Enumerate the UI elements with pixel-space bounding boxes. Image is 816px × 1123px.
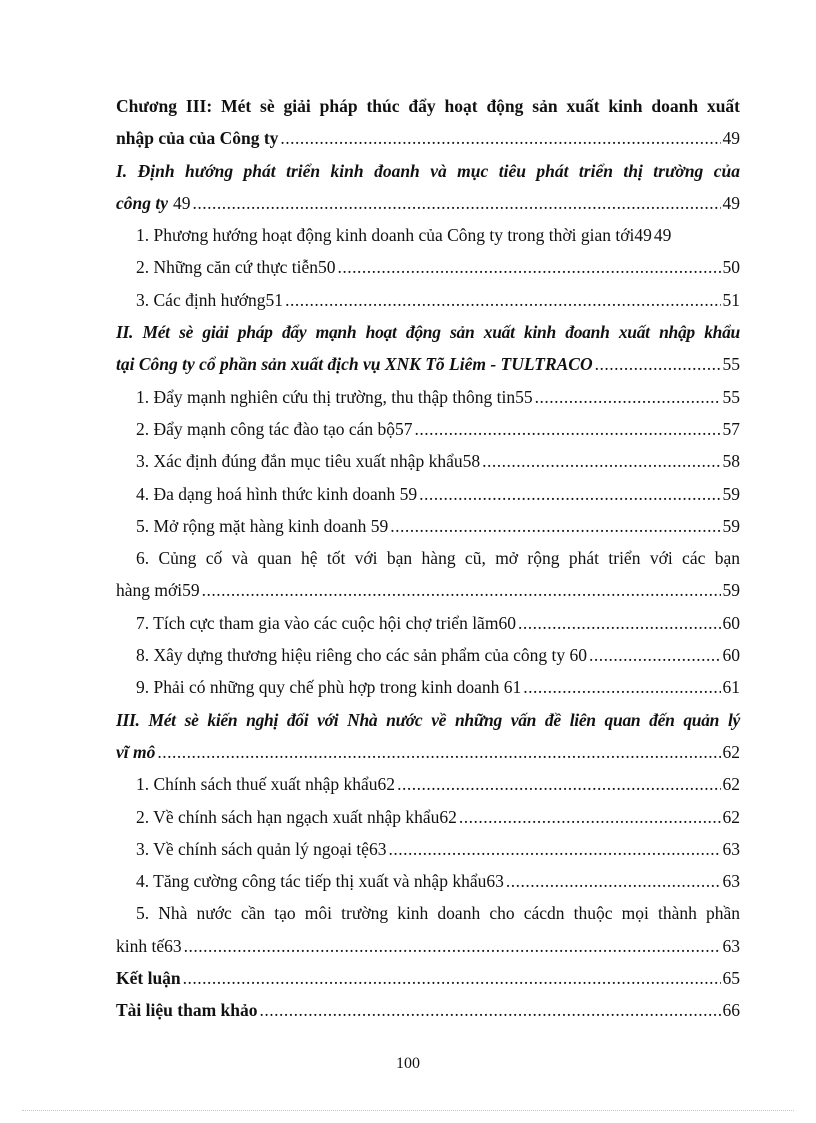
toc-page-number: 63 — [722, 838, 740, 859]
toc-page-number: 62 — [722, 806, 740, 827]
leader-dots — [506, 865, 721, 897]
toc-page-number: 59 — [722, 483, 740, 504]
toc-entry-2-9[interactable] — [116, 671, 740, 703]
toc-entry-text: công ty — [116, 192, 169, 213]
toc-entry-text: 4. Đa dạng hoá hình thức kinh doanh 59 — [136, 483, 418, 504]
toc-page-number: 66 — [722, 1000, 740, 1021]
toc-entry-text: 9. Phải có những quy chế phù hợp trong kinh doanh 61 — [136, 677, 522, 698]
toc-inline-page: 49 — [173, 192, 191, 213]
leader-dots — [388, 833, 720, 865]
toc-entry-3-3[interactable] — [116, 833, 740, 865]
toc-page-number: 49 — [722, 128, 740, 149]
leader-dots — [157, 736, 720, 768]
toc-page-number: 55 — [722, 386, 740, 407]
leader-dots — [390, 510, 720, 542]
leader-dots — [518, 607, 721, 639]
leader-dots — [589, 639, 720, 671]
leader-dots — [202, 574, 721, 606]
toc-entry-text: 2. Về chính sách hạn ngạch xuất nhập khẩu62 — [136, 806, 457, 827]
toc-entry-text: Tài liệu tham khảo — [116, 1000, 258, 1021]
toc-entry-text: 6. Củng cố và quan hệ tốt với bạn hàng cũ, mở rộng phát triển với các bạn — [136, 548, 740, 569]
page-number: 100 — [396, 1055, 420, 1072]
toc-entry-text: kinh tế63 — [116, 935, 182, 956]
toc-entry-text: Chương III: Mét sè giải pháp thúc đẩy hoạt động sản xuất kinh doanh xuất — [116, 96, 740, 116]
toc-entry-text: 2. Những căn cứ thực tiễn50 — [136, 257, 336, 278]
toc-entry-chapter-3[interactable] — [116, 90, 740, 155]
leader-dots — [183, 962, 721, 994]
toc-entry-references[interactable] — [116, 994, 740, 1026]
toc-page-number: 63 — [722, 871, 740, 892]
toc-entry-text: 4. Tăng cường công tác tiếp thị xuất và nhập khẩu63 — [136, 871, 504, 892]
toc-page-number: 61 — [722, 677, 740, 698]
toc-entry-section-2[interactable] — [116, 316, 740, 381]
toc-entry-text: III. Mét sè kiến nghị đối với Nhà nước về những vấn đề liên quan đến quản lý — [116, 709, 740, 730]
leader-dots — [482, 445, 720, 477]
toc-entry-conclusion[interactable] — [116, 962, 740, 994]
toc-entry-text: II. Mét sè giải pháp đẩy mạnh hoạt động sản xuất kinh đoanh xuất nhập khẩu — [116, 322, 740, 343]
toc-entry-3-1[interactable] — [116, 768, 740, 800]
toc-entry-2-6[interactable] — [116, 542, 740, 607]
leader-dots — [397, 768, 720, 800]
toc-page-number: 58 — [722, 451, 740, 472]
toc-entry-text: 3. Các định hướng51 — [136, 289, 284, 310]
toc-entry-text: 2. Đẩy mạnh công tác đào tạo cán bộ57 — [136, 418, 413, 439]
toc-page-number: 49 — [722, 192, 740, 213]
leader-dots — [415, 413, 721, 445]
leader-dots — [280, 122, 720, 154]
toc-page-number: 57 — [722, 418, 740, 439]
toc-page-number: 65 — [722, 968, 740, 989]
leader-dots — [184, 930, 721, 962]
table-of-contents — [116, 90, 740, 1027]
toc-page-number: 50 — [722, 257, 740, 278]
toc-entry-3-2[interactable] — [116, 801, 740, 833]
toc-entry-2-1[interactable] — [116, 381, 740, 413]
toc-entry-text: nhập của của Công ty — [116, 128, 279, 149]
toc-entry-2-5[interactable] — [116, 510, 740, 542]
toc-entry-text: 1. Phương hướng hoạt động kinh doanh của Công ty trong thời gian tới49 — [136, 225, 652, 246]
leader-dots — [419, 478, 720, 510]
toc-entry-2-2[interactable] — [116, 413, 740, 445]
toc-page-number: 51 — [722, 289, 740, 310]
toc-entry-text: 5. Nhà nước cần tạo môi trường kinh doanh cho cácdn thuộc mọi thành phần — [136, 903, 740, 924]
toc-entry-text: Kết luận — [116, 968, 181, 989]
toc-page-number: 60 — [722, 612, 740, 633]
toc-entry-text: I. Định hướng phát triển kinh đoanh và mục tiêu phát triển thị trường của — [116, 160, 740, 181]
toc-entry-2-7[interactable] — [116, 607, 740, 639]
toc-page-number: 49 — [653, 225, 672, 246]
toc-entry-text: 1. Chính sách thuế xuất nhập khẩu62 — [136, 774, 396, 795]
toc-entry-2-4[interactable] — [116, 478, 740, 510]
toc-entry-text: 3. Về chính sách quản lý ngoại tệ63 — [136, 838, 387, 859]
toc-entry-text: 5. Mở rộng mặt hàng kinh doanh 59 — [136, 515, 389, 536]
toc-page-number: 62 — [722, 741, 740, 762]
toc-entry-text: 7. Tích cực tham gia vào các cuộc hội chợ triển lãm60 — [136, 612, 516, 633]
toc-entry-text: hàng mới59 — [116, 580, 200, 601]
toc-entry-section-3[interactable] — [116, 704, 740, 769]
toc-page-number: 63 — [722, 935, 740, 956]
toc-entry-2-3[interactable] — [116, 445, 740, 477]
toc-page-number: 59 — [722, 580, 740, 601]
leader-dots — [535, 381, 721, 413]
toc-entry-2-8[interactable] — [116, 639, 740, 671]
toc-entry-text: tại Công ty cổ phần sản xuất địch vụ XNK Tõ Liêm - TULTRACO — [116, 354, 593, 375]
toc-entry-1-1[interactable] — [116, 219, 740, 251]
toc-entry-3-4[interactable] — [116, 865, 740, 897]
toc-page-number: 60 — [722, 645, 740, 666]
toc-entry-text: vĩ mô — [116, 741, 156, 762]
page-bottom-edge — [22, 1110, 794, 1111]
toc-entry-1-2[interactable] — [116, 251, 740, 283]
leader-dots — [260, 994, 721, 1026]
leader-dots — [523, 671, 720, 703]
leader-dots — [595, 348, 721, 380]
toc-entry-text: 1. Đẩy mạnh nghiên cứu thị trường, thu thập thông tin55 — [136, 386, 533, 407]
toc-entry-3-5[interactable] — [116, 897, 740, 962]
toc-entry-text: 3. Xác định đúng đắn mục tiêu xuất nhập khẩu58 — [136, 451, 481, 472]
toc-entry-section-1[interactable] — [116, 155, 740, 220]
toc-entry-1-3[interactable] — [116, 284, 740, 316]
toc-page-number: 62 — [722, 774, 740, 795]
toc-page-number: 55 — [722, 354, 740, 375]
leader-dots — [193, 187, 721, 219]
leader-dots — [285, 284, 720, 316]
toc-entry-text: 8. Xây dựng thương hiệu riêng cho các sản phẩm của công ty 60 — [136, 645, 588, 666]
leader-dots — [338, 251, 721, 283]
toc-page-number: 59 — [722, 515, 740, 536]
leader-dots — [459, 801, 721, 833]
